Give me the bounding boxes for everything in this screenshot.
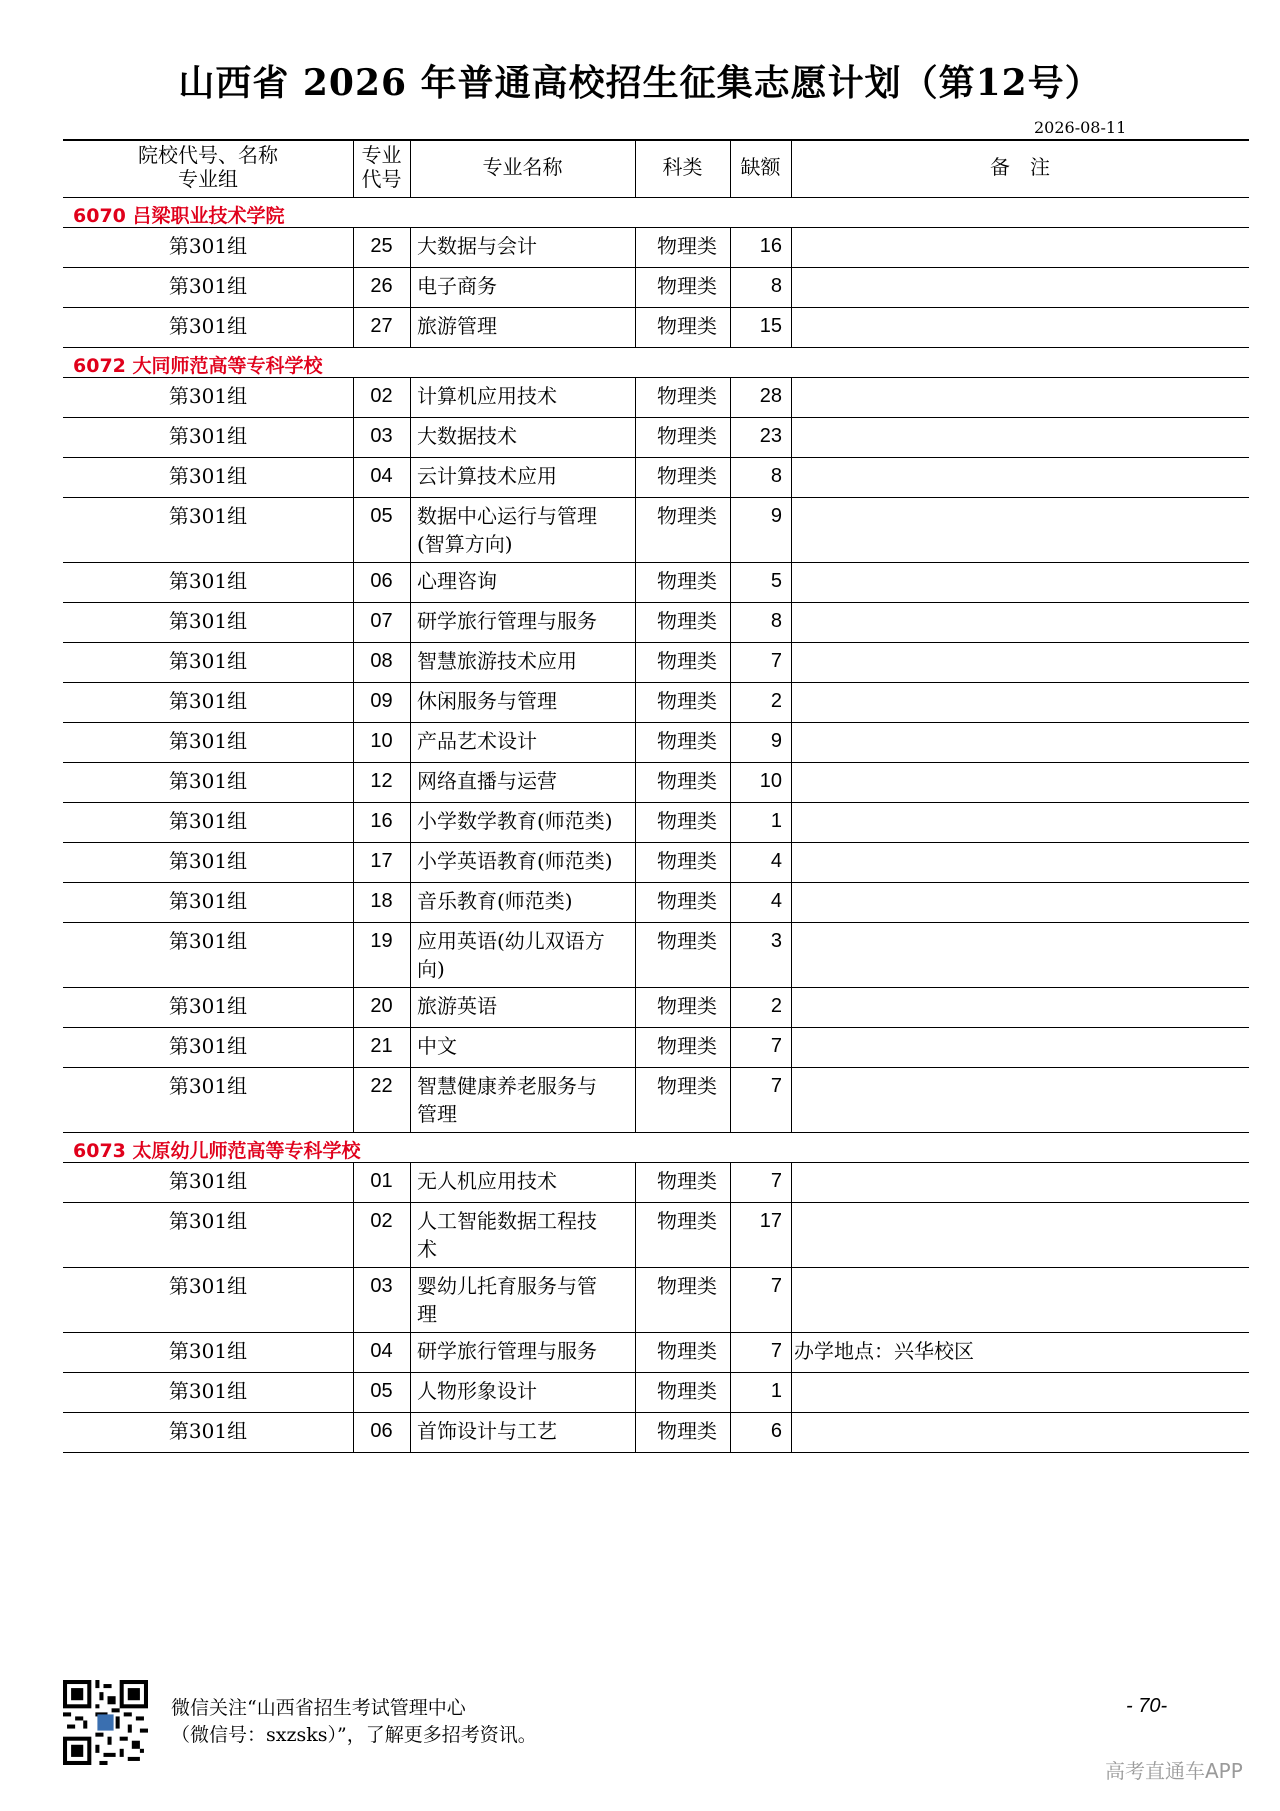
row-major-code: 07 bbox=[370, 610, 393, 632]
plan-table bbox=[63, 139, 1249, 1452]
row-major-code: 26 bbox=[370, 275, 393, 297]
row-group: 第301组 bbox=[168, 504, 248, 528]
header-group-line2: 专业组 bbox=[178, 167, 238, 191]
row-group: 第301组 bbox=[168, 274, 248, 298]
row-subject-type: 物理类 bbox=[657, 609, 717, 633]
row-major-name bbox=[417, 502, 635, 558]
row-major-name: 云计算技术应用 bbox=[417, 464, 557, 488]
row-group: 第301组 bbox=[168, 1379, 248, 1403]
row-major-name: 小学数学教育(师范类) bbox=[417, 809, 613, 833]
row-group: 第301组 bbox=[168, 1274, 248, 1298]
header-code bbox=[353, 143, 410, 191]
footer-notice bbox=[171, 1695, 537, 1749]
row-subject-type: 物理类 bbox=[657, 424, 717, 448]
row-major-name: 音乐教育(师范类) bbox=[417, 889, 573, 913]
row-major-code: 02 bbox=[370, 385, 393, 407]
row-group: 第301组 bbox=[168, 314, 248, 338]
page-number: - 70- bbox=[1126, 1695, 1168, 1717]
row-group: 第301组 bbox=[168, 424, 248, 448]
row-subject-type: 物理类 bbox=[657, 889, 717, 913]
row-major-code: 03 bbox=[370, 425, 393, 447]
row-group: 第301组 bbox=[168, 1209, 248, 1233]
row-major-name: 小学英语教育(师范类) bbox=[417, 849, 613, 873]
row-group: 第301组 bbox=[168, 1419, 248, 1443]
row-group: 第301组 bbox=[168, 809, 248, 833]
row-quota: 17 bbox=[759, 1210, 782, 1232]
row-subject-type: 物理类 bbox=[657, 1419, 717, 1443]
row-major-code: 05 bbox=[370, 1380, 393, 1402]
row-major-name-line1: 应用英语(幼儿双语方 bbox=[417, 929, 605, 953]
row-subject-type: 物理类 bbox=[657, 1274, 717, 1298]
row-major-code: 04 bbox=[370, 465, 393, 487]
row-major-code: 20 bbox=[370, 995, 393, 1017]
row-quota: 16 bbox=[759, 235, 782, 257]
row-group: 第301组 bbox=[168, 384, 248, 408]
row-major-name-line2: 理 bbox=[417, 1302, 437, 1326]
header-quota: 缺额 bbox=[740, 155, 781, 179]
row-major-name-line1: 智慧健康养老服务与 bbox=[417, 1074, 597, 1098]
row-subject-type: 物理类 bbox=[657, 569, 717, 593]
row-quota: 2 bbox=[770, 995, 782, 1017]
row-subject-type: 物理类 bbox=[657, 809, 717, 833]
header-group-line1: 院校代号、名称 bbox=[138, 143, 278, 167]
row-quota: 23 bbox=[759, 425, 782, 447]
header-code-line2: 代号 bbox=[361, 167, 402, 191]
row-subject-type: 物理类 bbox=[657, 849, 717, 873]
row-subject-type: 物理类 bbox=[657, 274, 717, 298]
row-major-name: 无人机应用技术 bbox=[417, 1169, 557, 1193]
row-group: 第301组 bbox=[168, 929, 248, 953]
row-major-name-line1: 数据中心运行与管理 bbox=[417, 504, 597, 528]
row-group: 第301组 bbox=[168, 729, 248, 753]
row-major-code: 21 bbox=[370, 1035, 393, 1057]
header-name: 专业名称 bbox=[482, 155, 563, 179]
row-major-name bbox=[417, 1207, 635, 1263]
row-major-name: 研学旅行管理与服务 bbox=[417, 1339, 597, 1363]
row-quota: 1 bbox=[770, 1380, 782, 1402]
row-major-name: 休闲服务与管理 bbox=[417, 689, 557, 713]
row-quota: 4 bbox=[770, 890, 782, 912]
row-subject-type: 物理类 bbox=[657, 1074, 717, 1098]
row-major-name-line2: 管理 bbox=[417, 1102, 457, 1126]
row-quota: 5 bbox=[770, 570, 782, 592]
row-group: 第301组 bbox=[168, 889, 248, 913]
row-quota: 10 bbox=[759, 770, 782, 792]
row-quota: 7 bbox=[770, 1035, 782, 1057]
row-group: 第301组 bbox=[168, 234, 248, 258]
row-quota: 9 bbox=[770, 505, 782, 527]
row-major-code: 04 bbox=[370, 1340, 393, 1362]
row-major-name bbox=[417, 1272, 635, 1328]
row-subject-type: 物理类 bbox=[657, 1339, 717, 1363]
row-group: 第301组 bbox=[168, 1034, 248, 1058]
row-major-code: 12 bbox=[370, 770, 393, 792]
row-subject-type: 物理类 bbox=[657, 929, 717, 953]
row-group: 第301组 bbox=[168, 1339, 248, 1363]
footer-line1: 微信关注“山西省招生考试管理中心 bbox=[171, 1697, 466, 1719]
row-group: 第301组 bbox=[168, 649, 248, 673]
row-subject-type: 物理类 bbox=[657, 729, 717, 753]
row-quota: 7 bbox=[770, 1340, 782, 1362]
row-major-name: 大数据与会计 bbox=[417, 234, 537, 258]
row-major-code: 27 bbox=[370, 315, 393, 337]
row-quota: 2 bbox=[770, 690, 782, 712]
row-subject-type: 物理类 bbox=[657, 464, 717, 488]
row-major-code: 08 bbox=[370, 650, 393, 672]
header-note: 备 注 bbox=[990, 155, 1050, 179]
row-major-code: 10 bbox=[370, 730, 393, 752]
row-group: 第301组 bbox=[168, 464, 248, 488]
row-major-name: 研学旅行管理与服务 bbox=[417, 609, 597, 633]
section-header: 6073 太原幼儿师范高等专科学校 bbox=[73, 1140, 361, 1162]
row-subject-type: 物理类 bbox=[657, 769, 717, 793]
row-major-code: 06 bbox=[370, 570, 393, 592]
row-subject-type: 物理类 bbox=[657, 1209, 717, 1233]
row-quota: 9 bbox=[770, 730, 782, 752]
row-major-name-line1: 婴幼儿托育服务与管 bbox=[417, 1274, 597, 1298]
header-group bbox=[63, 143, 353, 191]
row-major-name: 旅游英语 bbox=[417, 994, 497, 1018]
row-quota: 7 bbox=[770, 1075, 782, 1097]
row-major-code: 01 bbox=[370, 1170, 393, 1192]
row-subject-type: 物理类 bbox=[657, 1169, 717, 1193]
row-quota: 15 bbox=[759, 315, 782, 337]
row-quota: 6 bbox=[770, 1420, 782, 1442]
row-major-name-line1: 人工智能数据工程技 bbox=[417, 1209, 597, 1233]
row-subject-type: 物理类 bbox=[657, 1379, 717, 1403]
qr-code-icon bbox=[63, 1680, 148, 1765]
row-major-code: 03 bbox=[370, 1275, 393, 1297]
row-major-code: 19 bbox=[370, 930, 393, 952]
row-group: 第301组 bbox=[168, 1074, 248, 1098]
row-major-code: 25 bbox=[370, 235, 393, 257]
row-major-name: 产品艺术设计 bbox=[417, 729, 537, 753]
row-major-code: 02 bbox=[370, 1210, 393, 1232]
row-subject-type: 物理类 bbox=[657, 1034, 717, 1058]
row-major-name: 网络直播与运营 bbox=[417, 769, 557, 793]
row-major-name: 人物形象设计 bbox=[417, 1379, 537, 1403]
row-major-name: 首饰设计与工艺 bbox=[417, 1419, 557, 1443]
row-group: 第301组 bbox=[168, 994, 248, 1018]
row-group: 第301组 bbox=[168, 849, 248, 873]
row-quota: 7 bbox=[770, 1170, 782, 1192]
header-code-line1: 专业 bbox=[361, 143, 402, 167]
row-subject-type: 物理类 bbox=[657, 504, 717, 528]
row-major-name: 计算机应用技术 bbox=[417, 384, 557, 408]
row-quota: 28 bbox=[759, 385, 782, 407]
row-major-code: 17 bbox=[370, 850, 393, 872]
row-subject-type: 物理类 bbox=[657, 994, 717, 1018]
row-major-code: 09 bbox=[370, 690, 393, 712]
row-quota: 8 bbox=[770, 275, 782, 297]
row-major-code: 16 bbox=[370, 810, 393, 832]
section-header: 6072 大同师范高等专科学校 bbox=[73, 355, 323, 377]
row-major-name: 大数据技术 bbox=[417, 424, 517, 448]
page-title: 山西省 2026 年普通高校招生征集志愿计划（第12号） bbox=[178, 62, 1102, 104]
row-quota: 3 bbox=[770, 930, 782, 952]
row-major-name: 中文 bbox=[417, 1034, 457, 1058]
watermark: 高考直通车APP bbox=[1105, 1759, 1243, 1783]
row-quota: 8 bbox=[770, 610, 782, 632]
publish-date: 2026-08-11 bbox=[1034, 118, 1127, 137]
row-quota: 4 bbox=[770, 850, 782, 872]
row-major-name: 心理咨询 bbox=[417, 569, 497, 593]
row-major-name-line2: 术 bbox=[417, 1237, 437, 1261]
row-subject-type: 物理类 bbox=[657, 384, 717, 408]
row-subject-type: 物理类 bbox=[657, 314, 717, 338]
row-subject-type: 物理类 bbox=[657, 649, 717, 673]
row-group: 第301组 bbox=[168, 769, 248, 793]
row-major-name: 智慧旅游技术应用 bbox=[417, 649, 577, 673]
row-group: 第301组 bbox=[168, 1169, 248, 1193]
row-major-name-line2: (智算方向) bbox=[417, 532, 513, 556]
row-major-name: 电子商务 bbox=[417, 274, 497, 298]
row-subject-type: 物理类 bbox=[657, 234, 717, 258]
row-major-code: 05 bbox=[370, 505, 393, 527]
row-quota: 7 bbox=[770, 650, 782, 672]
row-major-name-line2: 向) bbox=[417, 957, 445, 981]
header-type: 科类 bbox=[662, 155, 703, 179]
row-major-name bbox=[417, 1072, 635, 1128]
row-quota: 7 bbox=[770, 1275, 782, 1297]
row-group: 第301组 bbox=[168, 569, 248, 593]
row-group: 第301组 bbox=[168, 609, 248, 633]
row-major-code: 18 bbox=[370, 890, 393, 912]
row-quota: 1 bbox=[770, 810, 782, 832]
footer-line2: （微信号：sxzsks）”，了解更多招考资讯。 bbox=[171, 1724, 537, 1746]
row-subject-type: 物理类 bbox=[657, 689, 717, 713]
row-major-name: 旅游管理 bbox=[417, 314, 497, 338]
row-group: 第301组 bbox=[168, 689, 248, 713]
row-major-name bbox=[417, 927, 635, 983]
row-major-code: 06 bbox=[370, 1420, 393, 1442]
row-major-code: 22 bbox=[370, 1075, 393, 1097]
row-quota: 8 bbox=[770, 465, 782, 487]
row-note: 办学地点：兴华校区 bbox=[794, 1339, 974, 1363]
section-header: 6070 吕梁职业技术学院 bbox=[73, 205, 285, 227]
